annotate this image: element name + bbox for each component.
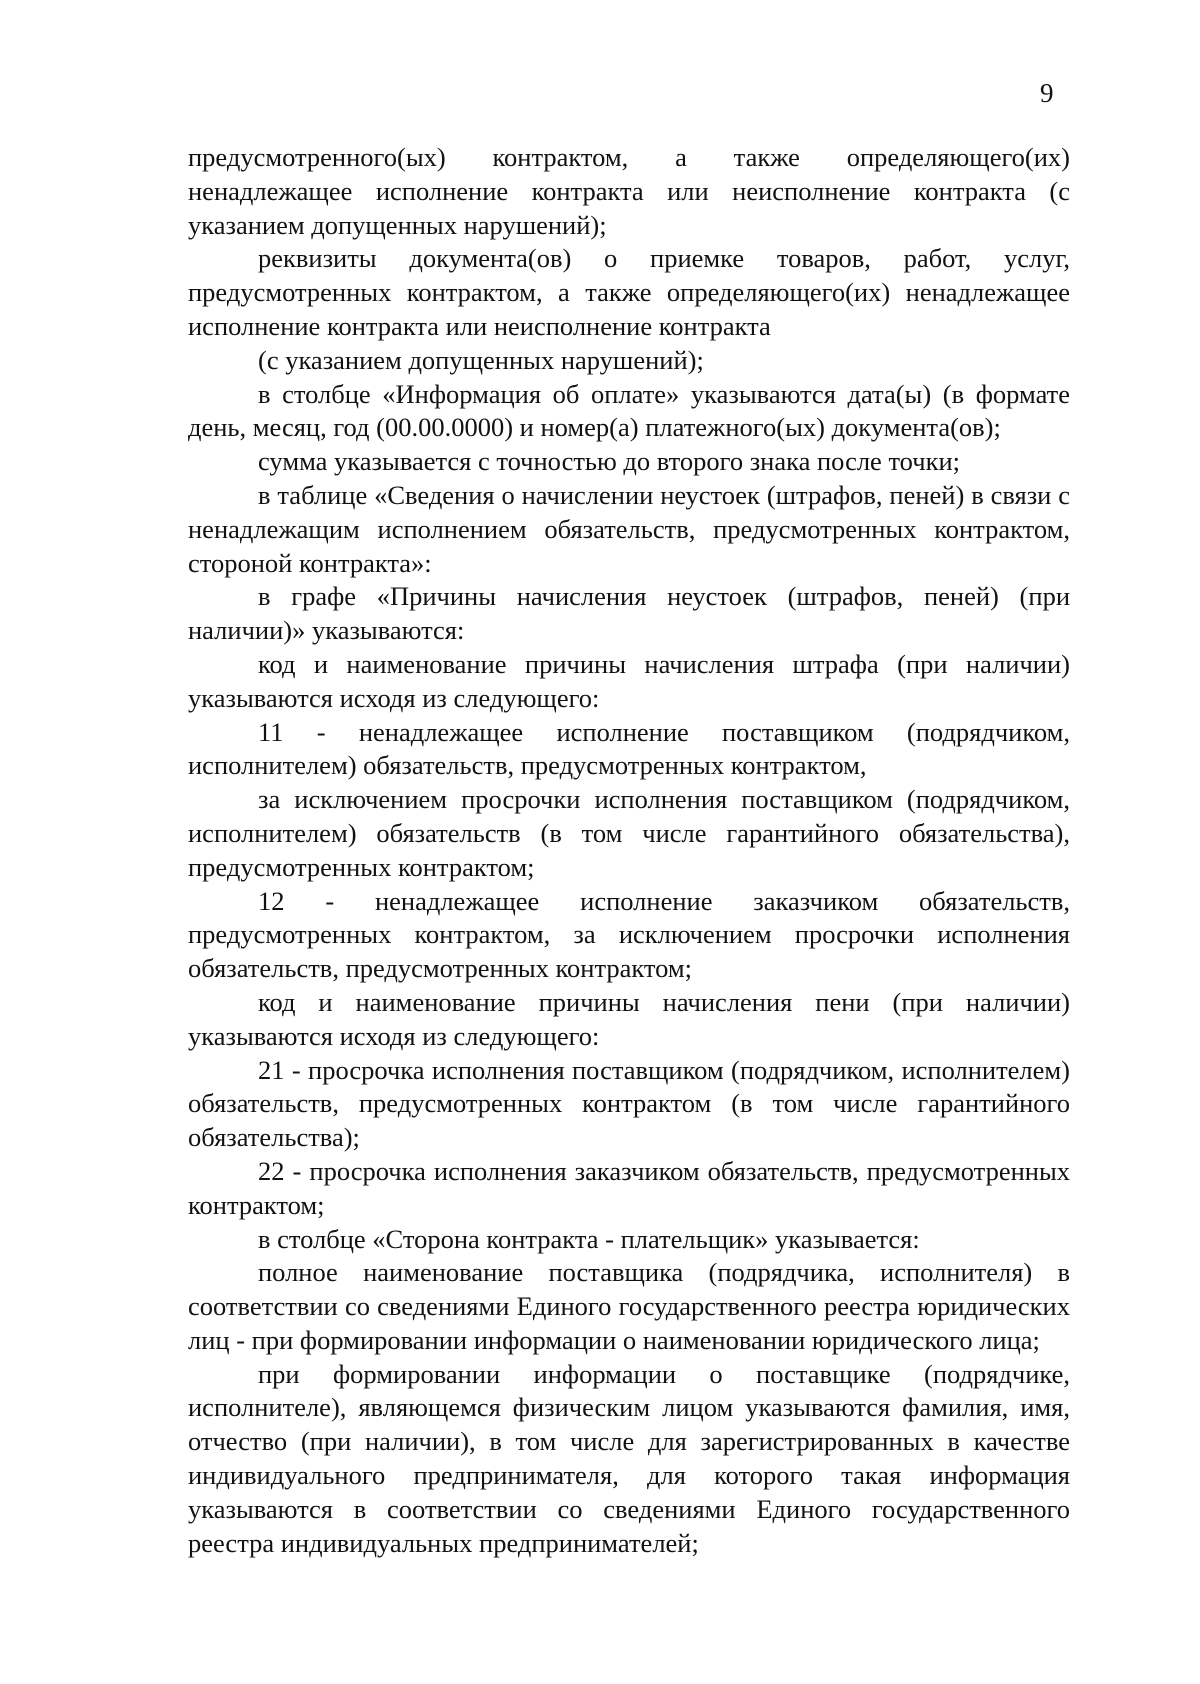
paragraph: 11 - ненадлежащее исполнение поставщиком (подрядчиком, исполнителем) обязательств, предусмотренных контрактом, [188, 716, 1070, 781]
paragraph: за исключением просрочки исполнения поставщиком (подрядчиком, исполнителем) обязательств (в том числе гарантийного обязательства), предусмотренных контрактом; [188, 784, 1070, 882]
paragraph: при формировании информации о поставщике (подрядчике, исполнителе), являющемся физическим лицом указываются фамилия, имя, отчество (при наличии), в том числе для зарегистрированных в качестве индивидуального предпринимателя, для которого такая информация указываются в соответствии со сведениями Единого государственного реестра индивидуальных предпринимателей; [188, 1358, 1070, 1558]
paragraph: предусмотренного(ых) контрактом, а также определяющего(их) ненадлежащее исполнение контракта или неисполнение контракта (с указанием допущенных нарушений); [188, 142, 1070, 240]
paragraph: 21 - просрочка исполнения поставщиком (подрядчиком, исполнителем) обязательств, предусмотренных контрактом (в том числе гарантийного обязательства); [188, 1054, 1070, 1153]
document-body [188, 141, 1070, 1560]
page-number: 9 [1040, 78, 1054, 108]
paragraph: сумма указывается с точностью до второго знака после точки; [258, 446, 960, 477]
paragraph: реквизиты документа(ов) о приемке товаров, работ, услуг, предусмотренных контрактом, а также определяющего(их) ненадлежащее исполнение контракта или неисполнение контракта [188, 243, 1070, 341]
paragraph: код и наименование причины начисления пени (при наличии) указываются исходя из следующего: [188, 986, 1070, 1051]
paragraph: в столбце «Сторона контракта - плательщик» указывается: [258, 1223, 920, 1254]
paragraph: в графе «Причины начисления неустоек (штрафов, пеней) (при наличии)» указываются: [188, 581, 1070, 646]
paragraph: 12 - ненадлежащее исполнение заказчиком обязательств, предусмотренных контрактом, за исключением просрочки исполнения обязательств, предусмотренных контрактом; [188, 885, 1070, 984]
paragraph: код и наименование причины начисления штрафа (при наличии) указываются исходя из следующего: [188, 648, 1070, 713]
paragraph: 22 - просрочка исполнения заказчиком обязательств, предусмотренных контрактом; [188, 1155, 1070, 1220]
paragraph: в таблице «Сведения о начислении неустоек (штрафов, пеней) в связи с ненадлежащим исполнением обязательств, предусмотренных контрактом, стороной контракта»: [188, 479, 1070, 578]
paragraph: полное наименование поставщика (подрядчика, исполнителя) в соответствии со сведениями Единого государственного реестра юридических лиц - при формировании информации о наименовании юридического лица; [188, 1257, 1070, 1355]
paragraph: (с указанием допущенных нарушений); [258, 344, 704, 375]
paragraph: в столбце «Информация об оплате» указываются дата(ы) (в формате день, месяц, год (00.00.0000) и номер(а) платежного(ых) документа(ов); [188, 378, 1070, 443]
